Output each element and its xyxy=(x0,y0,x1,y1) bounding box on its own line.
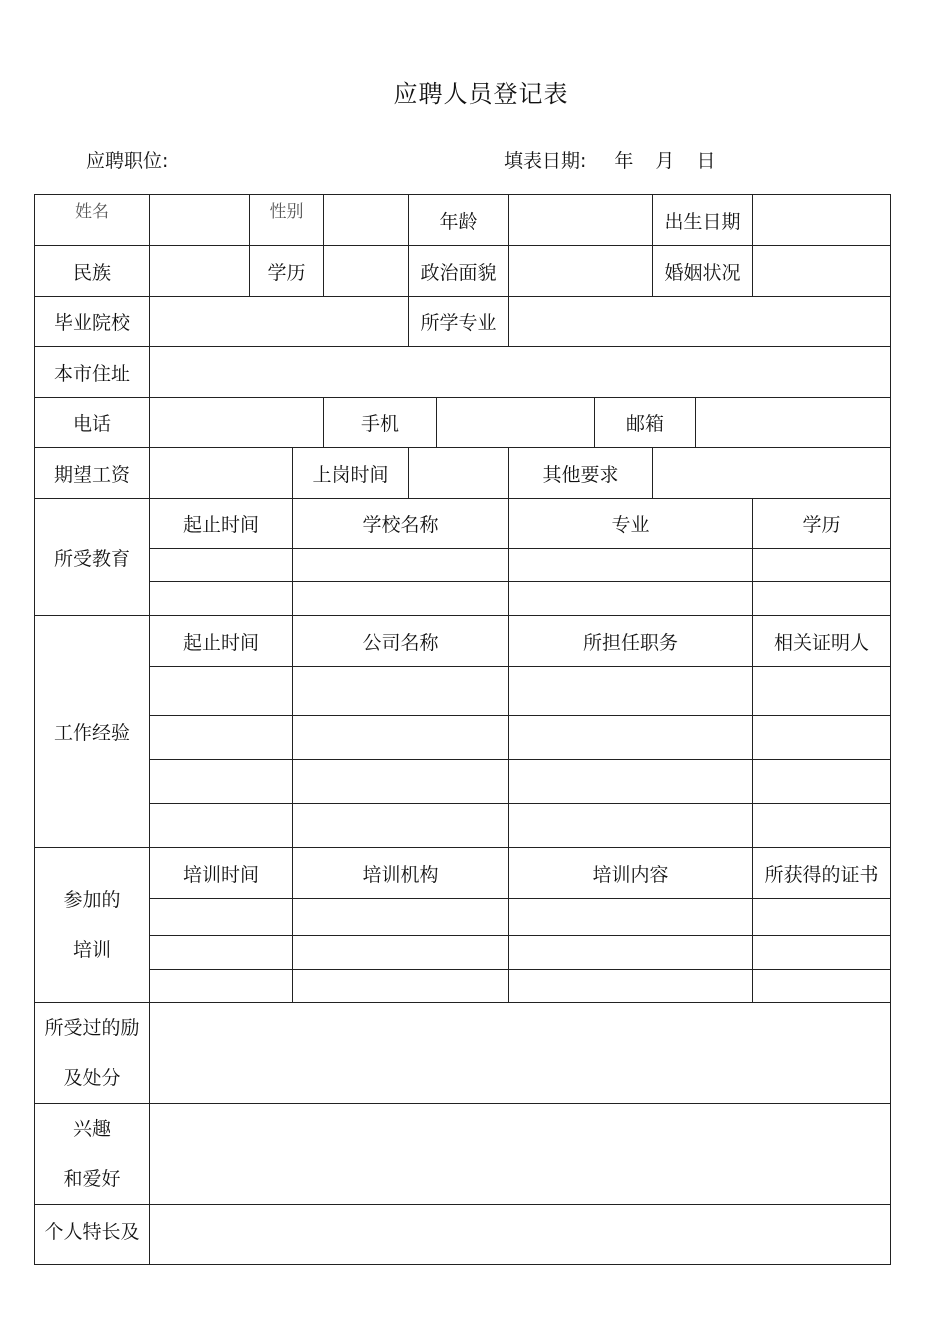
work-header-row xyxy=(35,616,891,667)
graduated-school-field[interactable] xyxy=(150,297,409,347)
work-period-field[interactable] xyxy=(150,667,293,716)
education-row xyxy=(35,582,891,616)
education-col-degree: 学历 xyxy=(753,499,891,549)
awards-label-line2: 及处分 xyxy=(63,1067,121,1089)
training-content-field[interactable] xyxy=(509,936,753,970)
work-row xyxy=(35,760,891,804)
awards-row xyxy=(35,1003,891,1104)
education-major-field[interactable] xyxy=(509,549,753,582)
hobbies-label xyxy=(35,1104,150,1205)
month-label: 月 xyxy=(655,150,675,172)
work-reference-field[interactable] xyxy=(753,804,891,848)
start-time-label: 上岗时间 xyxy=(293,448,409,499)
training-col-time: 培训时间 xyxy=(150,848,293,899)
hobbies-label-line1: 兴趣 xyxy=(72,1118,111,1140)
work-col-position: 所担任职务 xyxy=(509,616,753,667)
fill-date xyxy=(504,146,715,173)
work-period-field[interactable] xyxy=(150,760,293,804)
page-title: 应聘人员登记表 xyxy=(393,80,569,108)
education-level-field[interactable] xyxy=(324,246,409,297)
education-col-period: 起止时间 xyxy=(150,499,293,549)
marital-status-field[interactable] xyxy=(753,246,891,297)
training-col-certificate: 所获得的证书 xyxy=(753,848,891,899)
work-period-field[interactable] xyxy=(150,716,293,760)
training-section-label xyxy=(35,848,150,1003)
name-label: 姓名 xyxy=(35,195,150,246)
phone-field[interactable] xyxy=(150,398,324,448)
registration-form-table xyxy=(34,194,891,1265)
start-time-field[interactable] xyxy=(409,448,509,499)
phone-label: 电话 xyxy=(35,398,150,448)
training-institution-field[interactable] xyxy=(293,936,509,970)
hobbies-label-line2: 和爱好 xyxy=(63,1168,121,1190)
specialties-field[interactable] xyxy=(150,1205,891,1265)
age-label: 年龄 xyxy=(409,195,509,246)
training-certificate-field[interactable] xyxy=(753,899,891,936)
ethnicity-label: 民族 xyxy=(35,246,150,297)
education-row xyxy=(35,549,891,582)
mobile-label: 手机 xyxy=(324,398,437,448)
work-company-field[interactable] xyxy=(293,716,509,760)
work-position-field[interactable] xyxy=(509,667,753,716)
age-field[interactable] xyxy=(509,195,653,246)
marital-status-label: 婚姻状况 xyxy=(653,246,753,297)
work-col-company: 公司名称 xyxy=(293,616,509,667)
expected-salary-label: 期望工资 xyxy=(35,448,150,499)
work-row xyxy=(35,804,891,848)
work-reference-field[interactable] xyxy=(753,667,891,716)
email-label: 邮箱 xyxy=(595,398,696,448)
work-position-field[interactable] xyxy=(509,804,753,848)
row-basic-2 xyxy=(35,246,891,297)
position-label: 应聘职位: xyxy=(86,150,169,172)
row-salary xyxy=(35,448,891,499)
local-address-label: 本市住址 xyxy=(35,347,150,398)
expected-salary-field[interactable] xyxy=(150,448,293,499)
training-header-row xyxy=(35,848,891,899)
training-certificate-field[interactable] xyxy=(753,970,891,1003)
education-period-field[interactable] xyxy=(150,549,293,582)
gender-label: 性别 xyxy=(250,195,324,246)
work-reference-field[interactable] xyxy=(753,760,891,804)
ethnicity-field[interactable] xyxy=(150,246,250,297)
training-label-line1: 参加的 xyxy=(63,889,121,911)
education-period-field[interactable] xyxy=(150,582,293,616)
hobbies-row xyxy=(35,1104,891,1205)
training-row xyxy=(35,936,891,970)
awards-label xyxy=(35,1003,150,1104)
training-content-field[interactable] xyxy=(509,899,753,936)
training-certificate-field[interactable] xyxy=(753,936,891,970)
row-basic-1 xyxy=(35,195,891,246)
work-row xyxy=(35,667,891,716)
birth-date-label: 出生日期 xyxy=(653,195,753,246)
local-address-field[interactable] xyxy=(150,347,891,398)
training-time-field[interactable] xyxy=(150,936,293,970)
major-field[interactable] xyxy=(509,297,891,347)
education-col-school: 学校名称 xyxy=(293,499,509,549)
training-content-field[interactable] xyxy=(509,970,753,1003)
row-contact xyxy=(35,398,891,448)
work-col-reference: 相关证明人 xyxy=(753,616,891,667)
political-status-label: 政治面貌 xyxy=(409,246,509,297)
graduated-school-label: 毕业院校 xyxy=(35,297,150,347)
work-period-field[interactable] xyxy=(150,804,293,848)
training-col-content: 培训内容 xyxy=(509,848,753,899)
work-row xyxy=(35,716,891,760)
row-school xyxy=(35,297,891,347)
training-time-field[interactable] xyxy=(150,970,293,1003)
education-col-major: 专业 xyxy=(509,499,753,549)
education-header-row xyxy=(35,499,891,549)
work-section-label: 工作经验 xyxy=(35,616,150,848)
political-status-field[interactable] xyxy=(509,246,653,297)
education-school-field[interactable] xyxy=(293,582,509,616)
major-label: 所学专业 xyxy=(409,297,509,347)
education-degree-field[interactable] xyxy=(753,582,891,616)
specialties-label: 个人特长及 xyxy=(35,1205,150,1265)
education-school-field[interactable] xyxy=(293,549,509,582)
hobbies-field[interactable] xyxy=(150,1104,891,1205)
work-position-field[interactable] xyxy=(509,760,753,804)
training-institution-field[interactable] xyxy=(293,899,509,936)
other-requirements-label: 其他要求 xyxy=(509,448,653,499)
awards-field[interactable] xyxy=(150,1003,891,1104)
email-field[interactable] xyxy=(696,398,891,448)
education-major-field[interactable] xyxy=(509,582,753,616)
work-position-field[interactable] xyxy=(509,716,753,760)
name-field[interactable] xyxy=(150,195,250,246)
work-company-field[interactable] xyxy=(293,804,509,848)
work-company-field[interactable] xyxy=(293,667,509,716)
work-col-period: 起止时间 xyxy=(150,616,293,667)
day-label: 日 xyxy=(696,150,716,172)
awards-label-line1: 所受过的励 xyxy=(44,1017,140,1039)
work-company-field[interactable] xyxy=(293,760,509,804)
year-label: 年 xyxy=(614,150,634,172)
specialties-row xyxy=(35,1205,891,1265)
education-section-label: 所受教育 xyxy=(35,499,150,616)
fill-date-label: 填表日期: xyxy=(504,150,587,172)
gender-field[interactable] xyxy=(324,195,409,246)
training-row xyxy=(35,899,891,936)
training-col-institution: 培训机构 xyxy=(293,848,509,899)
education-level-label: 学历 xyxy=(250,246,324,297)
row-address xyxy=(35,347,891,398)
work-reference-field[interactable] xyxy=(753,716,891,760)
training-time-field[interactable] xyxy=(150,899,293,936)
training-institution-field[interactable] xyxy=(293,970,509,1003)
mobile-field[interactable] xyxy=(437,398,595,448)
training-row xyxy=(35,970,891,1003)
training-label-line2: 培训 xyxy=(72,939,111,961)
other-requirements-field[interactable] xyxy=(653,448,891,499)
birth-date-field[interactable] xyxy=(753,195,891,246)
education-degree-field[interactable] xyxy=(753,549,891,582)
